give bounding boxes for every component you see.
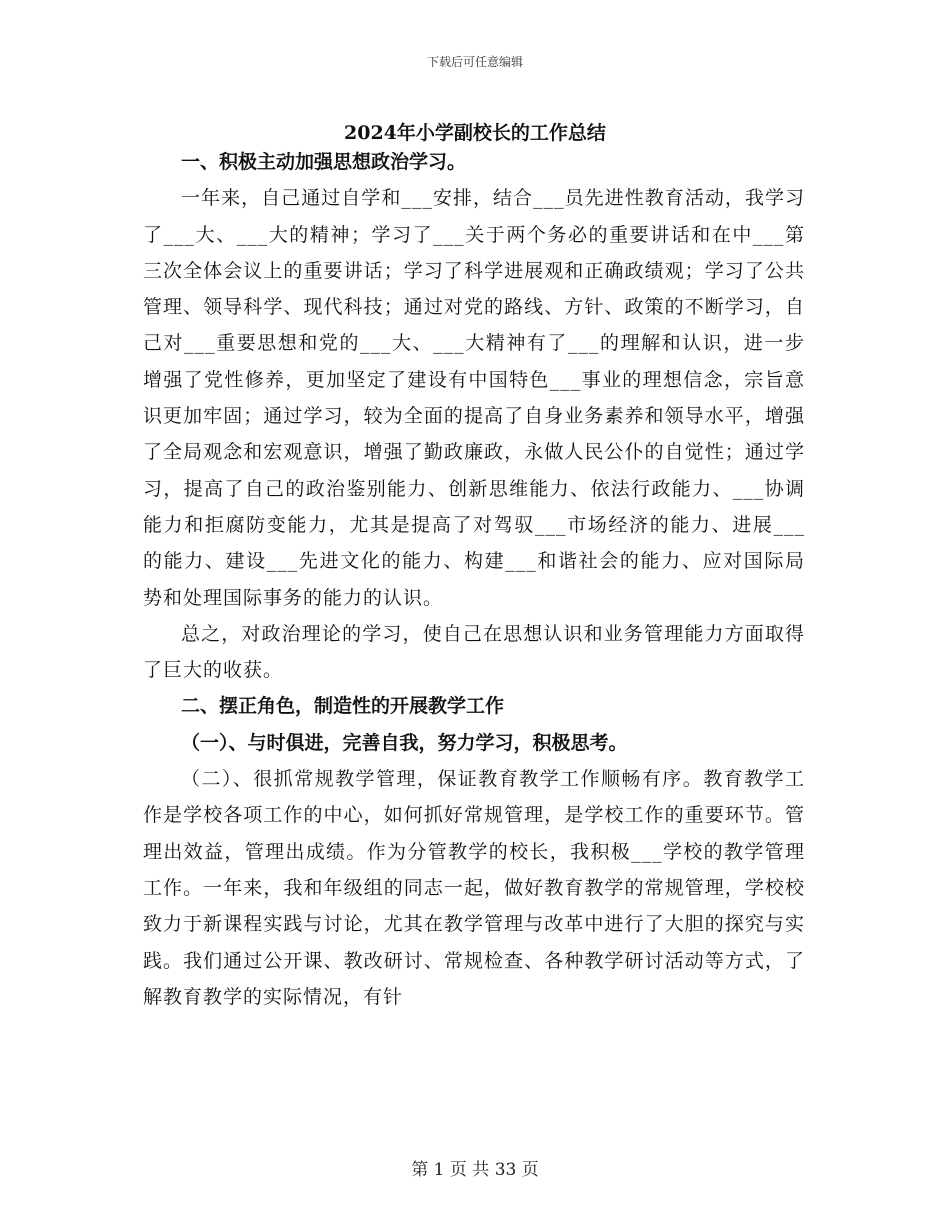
page-header-note: 下载后可任意编辑 xyxy=(426,55,523,69)
section-1-paragraph-2: 总之，对政治理论的学习，使自己在思想认识和业务管理能力方面取得了巨大的收获。 xyxy=(143,622,805,682)
page-number: 第 1 页 共 33 页 xyxy=(411,1160,539,1180)
section-2-subheading-2-paragraph: （二）、很抓常规教学管理，保证教育教学工作顺畅有序。教育教学工作是学校各项工作的中心，如何抓好常规管理，是学校工作的重要环节。管理出效益，管理出成绩。作为分管教学的校长，我积极___学校的教学管理工作。一年来，我和年级组的同志一起，做好教育教学的常规管理，学校校致力于新课程实践与讨论，尤其在教学管理与改革中进行了大胆的探究与实践。我们通过公开课、教改研讨、常规检查、各种教学研讨活动等方式，了解教育教学的实际情况，有针 xyxy=(143,768,805,1008)
document-body xyxy=(143,144,805,1015)
section-2-subheading-1: （一）、与时俱进，完善自我，努力学习，积极思考。 xyxy=(181,731,628,754)
section-2-heading: 二、摆正角色，制造性的开展教学工作 xyxy=(181,695,505,718)
section-1-heading: 一、积极主动加强思想政治学习。 xyxy=(181,151,467,173)
section-1-paragraph-1: 一年来，自己通过自学和___安排，结合___员先进性教育活动，我学习了___大、___大的精神；学习了___关于两个务必的重要讲话和在中___第三次全体会议上的重要讲话；学习了科学进展观和正确政绩观；学习了公共管理、领导科学、现代科技；通过对党的路线、方针、政策的不断学习，自己对___重要思想和党的___大、___大精神有了___的理解和认识，进一步增强了党性修养，更加坚定了建设有中国特色___事业的理想信念，宗旨意识更加牢固；通过学习，较为全面的提高了自身业务素养和领导水平，增强了全局观念和宏观意识，增强了勤政廉政，永做人民公仆的自觉性；通过学习，提高了自己的政治鉴别能力、创新思维能力、依法行政能力、___协调能力和拒腐防变能力，尤其是提高了对驾驭___市场经济的能力、进展___的能力、建设___先进文化的能力、构建___和谐社会的能力、应对国际局势和处理国际事务的能力的认识。 xyxy=(143,187,805,609)
document-title: 2024年小学副校长的工作总结 xyxy=(344,122,606,144)
